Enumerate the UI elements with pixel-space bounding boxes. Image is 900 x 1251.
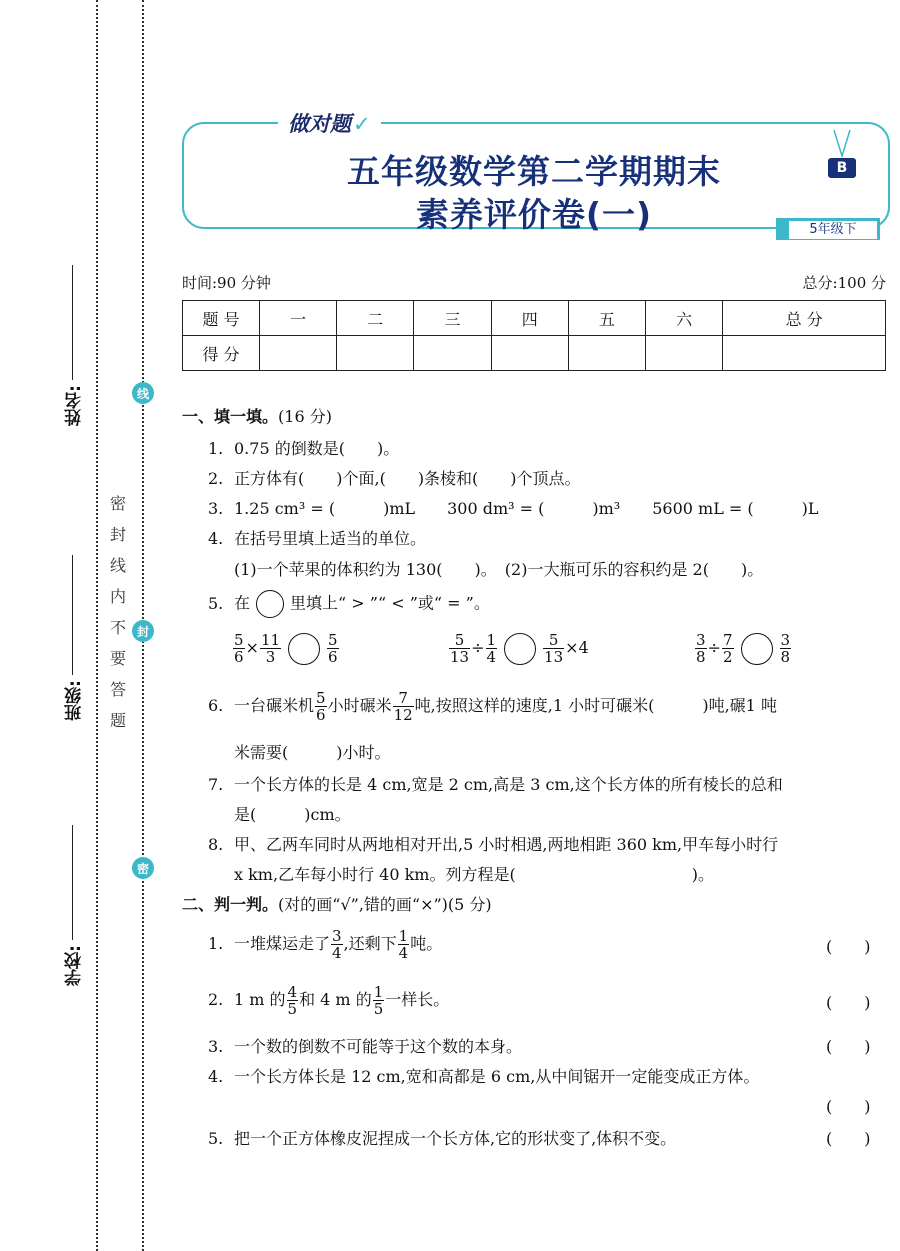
page-title-line2: 素养评价卷(一)	[415, 195, 653, 234]
score-table	[182, 300, 886, 371]
score-input-cell[interactable]	[260, 336, 337, 371]
question-2-2: 2. 1 m 的 $\frac{4}{5}$ 和 4 m 的 $\frac{1}{5}$ 一样长。	[208, 983, 450, 1018]
table-row	[183, 301, 886, 336]
exam-time: 时间:90 分钟	[182, 274, 271, 292]
page-title-line1: 五年级数学第二学期期末	[347, 152, 721, 191]
compare-expr-3: $\frac{3}{8}$ ÷ $\frac{7}{2}$ $\frac{3}{8}$	[696, 631, 791, 666]
grade-tag: 5年级下	[788, 220, 878, 240]
seal-feng: 封	[132, 620, 154, 642]
section2-title: 二、判一判。	[182, 895, 279, 914]
table-row	[183, 336, 886, 371]
question-1-2: 2. 正方体有( )个面,( )条棱和( )个顶点。	[208, 469, 581, 488]
question-1-7-line2: 是( )cm。	[234, 805, 351, 824]
question-2-1: 1. 一堆煤运走了 $\frac{3}{4}$ ,还剩下 $\frac{1}{4}$ 吨。	[208, 927, 443, 962]
question-1-8: 8. 甲、乙两车同时从两地相对开出,5 小时相遇,两地相距 360 km,甲车每小时行	[208, 835, 779, 854]
warning-char: 内	[109, 587, 126, 606]
seal-warning	[108, 488, 128, 736]
class-line	[72, 555, 73, 675]
class-label: 班级:	[65, 680, 85, 721]
section2-points: (对的画“√”,错的画“×”)(5 分)	[278, 895, 492, 914]
warning-char: 题	[109, 711, 126, 730]
check-icon: ✓	[353, 112, 371, 136]
compare-circle-icon[interactable]	[288, 633, 320, 665]
section1-title: 一、填一填。	[182, 407, 279, 426]
table-cell: 题 号	[183, 301, 260, 336]
table-cell: 六	[646, 301, 723, 336]
answer-paren[interactable]: ( )	[826, 1037, 871, 1056]
school-label: 学校:	[65, 945, 85, 986]
compare-expr-1: $\frac{5}{6}$ × $\frac{11}{3}$ $\frac{5}{6}$	[234, 631, 338, 666]
warning-char: 密	[109, 494, 126, 513]
warning-char: 不	[109, 618, 126, 637]
compare-circle-icon[interactable]	[741, 633, 773, 665]
question-2-4: 4. 一个长方体长是 12 cm,宽和高都是 6 cm,从中间锯开一定能变成正方体。	[208, 1067, 760, 1086]
answer-paren[interactable]: ( )	[826, 937, 871, 956]
name-label: 姓名:	[65, 385, 85, 426]
warning-char: 要	[109, 649, 126, 668]
exam-total: 总分:100 分	[802, 274, 886, 292]
compare-circle-icon[interactable]	[504, 633, 536, 665]
name-line	[72, 265, 73, 380]
table-cell: 二	[337, 301, 414, 336]
question-1-6: 6. 一台碾米机 $\frac{5}{6}$ 小时碾米 $\frac{7}{12}$ 吨,按照这样的速度,1 小时可碾米( )吨,碾1 吨	[208, 689, 777, 724]
version-badge: B	[828, 158, 856, 178]
warning-char: 答	[109, 680, 126, 699]
brand-logo	[278, 108, 381, 136]
question-1-5: 5. 在 里填上“ > ”“ < ”或“ = ”。	[208, 590, 490, 618]
seal-xian: 线	[132, 382, 154, 404]
answer-paren[interactable]: ( )	[826, 993, 871, 1012]
table-cell: 三	[414, 301, 491, 336]
question-1-7: 7. 一个长方体的长是 4 cm,宽是 2 cm,高是 3 cm,这个长方体的所有棱长的总和	[208, 775, 783, 794]
score-input-cell[interactable]	[646, 336, 723, 371]
table-cell: 总 分	[723, 301, 886, 336]
question-2-3: 3. 一个数的倒数不可能等于这个数的本身。	[208, 1037, 523, 1056]
compare-circle-icon	[256, 590, 284, 618]
brand-text: 做对题	[288, 112, 351, 136]
warning-char: 线	[109, 556, 126, 575]
hanger-icon	[826, 128, 858, 160]
section1-points: (16 分)	[278, 407, 332, 426]
score-input-cell[interactable]	[337, 336, 414, 371]
question-2-5: 5. 把一个正方体橡皮泥捏成一个长方体,它的形状变了,体积不变。	[208, 1129, 677, 1148]
question-1-8-line2: x km,乙车每小时行 40 km。列方程是( )。	[234, 865, 714, 884]
score-input-cell[interactable]	[723, 336, 886, 371]
answer-paren[interactable]: ( )	[826, 1097, 871, 1116]
school-line	[72, 825, 73, 940]
seal-mi: 密	[132, 857, 154, 879]
section1-heading	[182, 404, 332, 427]
question-1-3: 3. 1.25 cm³ = ( )mL 300 dm³ = ( )m³ 5600 mL = ( )L	[208, 499, 819, 518]
table-cell: 四	[491, 301, 568, 336]
question-1-6-line2: 米需要( )小时。	[234, 743, 391, 762]
warning-char: 封	[109, 525, 126, 544]
score-input-cell[interactable]	[568, 336, 645, 371]
table-cell: 一	[260, 301, 337, 336]
question-1-4-sub: (1)一个苹果的体积约为 130( )。 (2)一大瓶可乐的容积约是 2( )。	[234, 560, 764, 579]
section2-heading	[182, 892, 492, 915]
question-1-1: 1. 0.75 的倒数是( )。	[208, 439, 400, 458]
binding-dotted-line	[96, 0, 98, 1251]
table-cell: 得 分	[183, 336, 260, 371]
score-input-cell[interactable]	[491, 336, 568, 371]
score-input-cell[interactable]	[414, 336, 491, 371]
compare-expr-2: $\frac{5}{13}$ ÷ $\frac{1}{4}$ $\frac{5}{13}$ ×4	[450, 631, 589, 666]
table-cell: 五	[568, 301, 645, 336]
question-1-4: 4. 在括号里填上适当的单位。	[208, 529, 427, 548]
answer-paren[interactable]: ( )	[826, 1129, 871, 1148]
